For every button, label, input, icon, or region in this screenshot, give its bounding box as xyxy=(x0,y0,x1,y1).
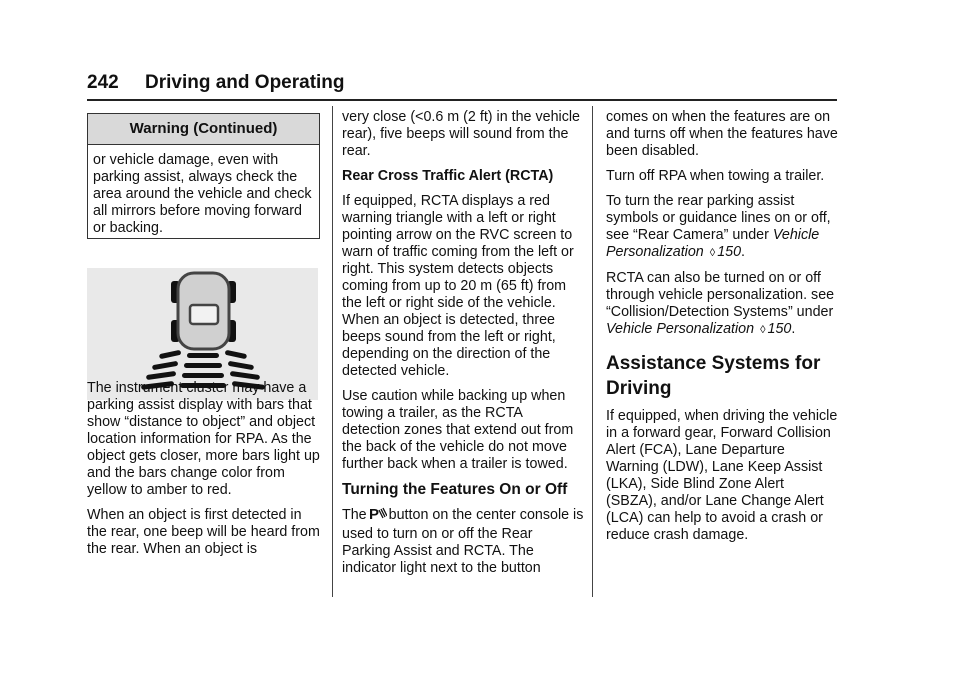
warning-box xyxy=(87,113,320,239)
text-fragment: button on the center console is used to turn on or off the Rear Parking Assist and RCTA. The indicator light next to the button xyxy=(342,507,584,576)
paragraph: The instrument cluster may have a parking assist display with bars that show “distance to object” and object location information for RPA. As the object gets closer, more bars light up and the bars change color from yellow to amber to red. xyxy=(87,380,320,498)
page-number: 242 xyxy=(87,72,119,93)
turning-features-heading: Turning the Features On or Off xyxy=(342,481,568,498)
header-rule xyxy=(87,99,837,101)
paragraph: RCTA can also be turned on or off through vehicle personalization. see “Collision/Detection Systems” under Vehicle Personalization ◊ 150. xyxy=(606,270,835,337)
warning-title: Warning (Continued) xyxy=(88,114,319,145)
assistance-systems-heading: Assistance Systems for Driving xyxy=(606,353,821,399)
parking-assist-button-icon xyxy=(369,506,387,526)
warning-body: or vehicle damage, even with parking assist, always check the area around the vehicle and check all mirrors before moving forward or backing. xyxy=(93,152,312,236)
paragraph xyxy=(342,506,584,577)
page-reference-icon: ◊ xyxy=(760,324,766,336)
page-reference[interactable]: 150 xyxy=(767,321,792,337)
text-fragment: The xyxy=(342,507,367,523)
rcta-heading: Rear Cross Traffic Alert (RCTA) xyxy=(342,168,554,184)
text-fragment: RCTA can also be turned on or off through vehicle personalization. see “Collision/Detection Systems” under xyxy=(606,270,835,320)
paragraph: If equipped, when driving the vehicle in a forward gear, Forward Collision Alert (FCA), Lane Departure Warning (LDW), Lane Keep Assist (LKA), Side Blind Zone Alert (SBZA), and/or Lane Change Alert (LCA) can help to avoid a crash or reduce crash damage. xyxy=(606,408,838,543)
column-3 xyxy=(606,109,838,552)
cross-reference-link[interactable]: Vehicle Personalization xyxy=(606,227,820,260)
paragraph: comes on when the features are on and turns off when the features have been disabled. xyxy=(606,109,838,159)
column-2 xyxy=(342,109,584,585)
paragraph: If equipped, RCTA displays a red warning triangle with a left or right pointing arrow on the RVC screen to warn of traffic coming from the left or right. This system detects objects coming from up to 20 m (65 ft) from the left or right side of the vehicle. When an object is detected, three beeps sound from the left or right, depending on the direction of the detected vehicle. xyxy=(342,193,574,379)
paragraph: Turn off RPA when towing a trailer. xyxy=(606,168,825,184)
column-divider xyxy=(592,106,593,597)
page-reference-icon: ◊ xyxy=(709,247,716,259)
page-header xyxy=(87,70,837,100)
cross-reference-link[interactable]: Vehicle Personalization xyxy=(606,321,755,337)
page-reference[interactable]: 150 xyxy=(717,244,742,260)
paragraph: very close (<0.6 m (2 ft) in the vehicle rear), five beeps will sound from the rear. xyxy=(342,109,580,159)
paragraph: Use caution while backing up when towing a trailer, as the RCTA detection zones that extend out from the back of the vehicle do not move further back when a trailer is towed. xyxy=(342,388,574,472)
text-fragment: To turn the rear parking assist symbols or guidance lines on or off, see “Rear Camera” under xyxy=(606,193,831,243)
section-title: Driving and Operating xyxy=(145,72,345,93)
column-divider xyxy=(332,106,333,597)
svg-text:P: P xyxy=(368,506,379,521)
column-1 xyxy=(87,380,322,566)
paragraph: To turn the rear parking assist symbols or guidance lines on or off, see “Rear Camera” under Vehicle Personalization ◊ 150. xyxy=(606,193,831,260)
paragraph: When an object is first detected in the rear, one beep will be heard from the rear. When an object is xyxy=(87,507,320,557)
